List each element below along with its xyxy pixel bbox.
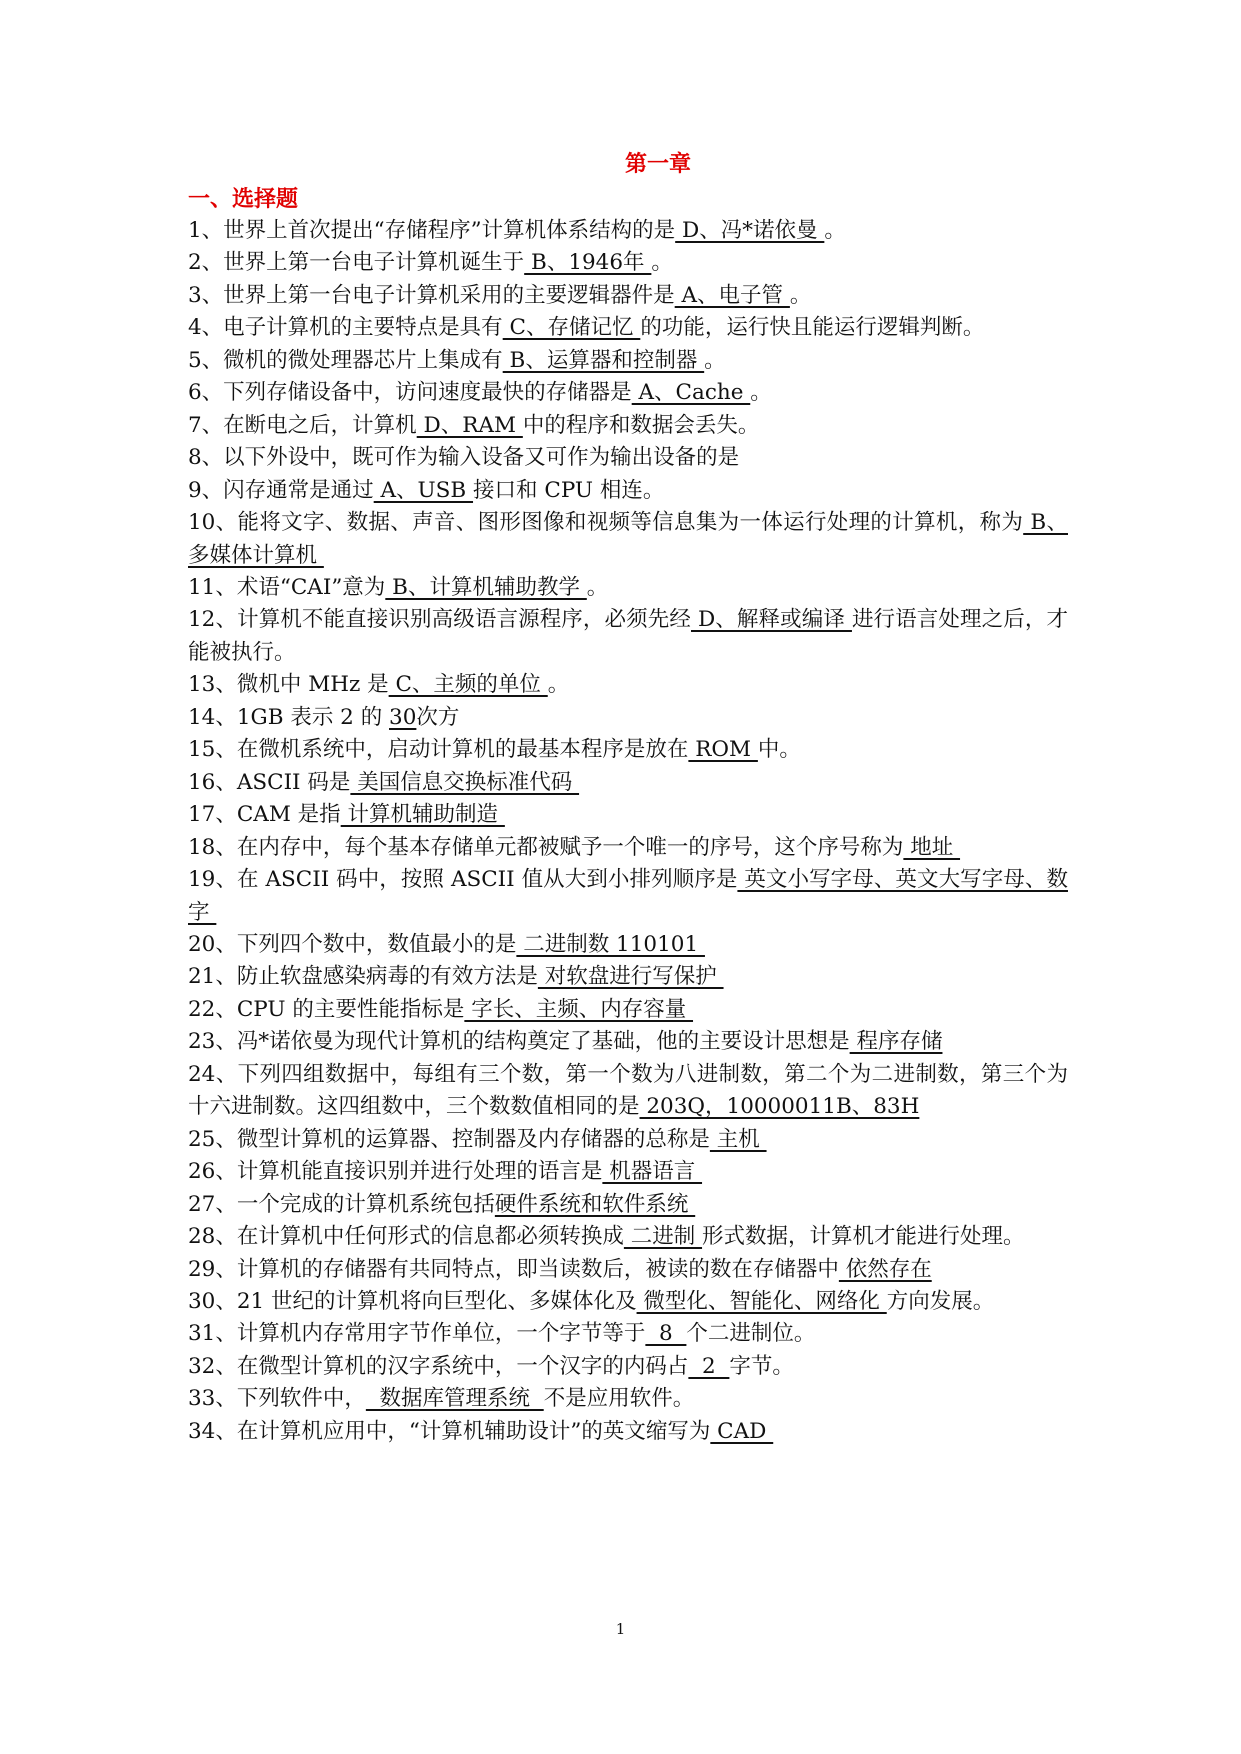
answer-blank: 对软盘进行写保护 bbox=[537, 964, 724, 990]
answer-blank: 8 bbox=[645, 1321, 687, 1347]
question-item bbox=[188, 1416, 1068, 1448]
question-item bbox=[188, 475, 1068, 507]
question-text: 23、冯*诺依曼为现代计算机的结构奠定了基础，他的主要设计思想是 bbox=[188, 1029, 850, 1055]
answer-blank: 字长、主频、内存容量 bbox=[464, 996, 694, 1022]
answer-blank: 硬件系统和软件系统 bbox=[494, 1191, 696, 1217]
answer-blank: 30 bbox=[389, 704, 417, 730]
question-text: 24、下列四组数据中，每组有三个数，第一个数为八进制数，第二个为二进制数，第三个为十六进制数。这四组数中，三个数数值相同的是 bbox=[188, 1061, 1068, 1120]
answer-blank: D、冯*诺依曼 bbox=[675, 218, 825, 243]
question-item bbox=[188, 1351, 1068, 1383]
answer-blank: B、1946年 bbox=[524, 250, 652, 276]
question-text: 8、以下外设中，既可作为输入设备又可作为输出设备的是 bbox=[188, 445, 740, 471]
question-item bbox=[188, 1318, 1068, 1350]
question-text-tail: 个二进制位。 bbox=[686, 1321, 816, 1347]
question-item bbox=[188, 864, 1068, 929]
question-item bbox=[188, 1383, 1068, 1415]
question-text: 13、微机中 MHz 是 bbox=[188, 672, 389, 698]
question-text: 18、在内存中，每个基本存储单元都被赋予一个唯一的序号，这个序号称为 bbox=[188, 834, 904, 860]
answer-blank: D、RAM bbox=[416, 412, 523, 438]
question-text-tail: 中的程序和数据会丢失。 bbox=[522, 412, 760, 438]
answer-blank: B、运算器和控制器 bbox=[502, 347, 705, 373]
question-item bbox=[188, 734, 1068, 766]
question-item bbox=[188, 961, 1068, 993]
question-text-tail: 。 bbox=[547, 672, 570, 698]
question-item bbox=[188, 994, 1068, 1026]
question-text-tail: 。 bbox=[789, 282, 812, 308]
answer-blank: A、Cache bbox=[631, 380, 751, 406]
question-text-tail: 进行语言处理之后，才能被执行。 bbox=[188, 607, 1068, 665]
question-text: 10、能将文字、数据、声音、图形图像和视频等信息集为一体运行处理的计算机，称为 bbox=[188, 510, 1024, 536]
question-text-tail: 。 bbox=[586, 574, 609, 600]
answer-blank: B、多媒体计算机 bbox=[188, 510, 1068, 568]
question-text: 2、世界上第一台电子计算机诞生于 bbox=[188, 250, 525, 276]
question-item bbox=[188, 247, 1068, 279]
question-text: 5、微机的微处理器芯片上集成有 bbox=[188, 347, 503, 373]
question-item bbox=[188, 604, 1068, 669]
question-text: 32、在微型计算机的汉字系统中，一个汉字的内码占 bbox=[188, 1353, 689, 1379]
question-text: 21、防止软盘感染病毒的有效方法是 bbox=[188, 964, 538, 990]
question-text: 34、在计算机应用中，“计算机辅助设计”的英文缩写为 bbox=[188, 1418, 711, 1444]
question-text-tail: 。 bbox=[824, 218, 846, 243]
section-title: 一、选择题 bbox=[188, 186, 299, 212]
question-text-tail: 的功能，运行快且能运行逻辑判断。 bbox=[640, 315, 985, 341]
question-text: 12、计算机不能直接识别高级语言源程序，必须先经 bbox=[188, 607, 691, 633]
question-text-tail: 字节。 bbox=[729, 1353, 794, 1379]
question-text: 33、下列软件中， bbox=[188, 1386, 366, 1412]
question-text-tail: 中。 bbox=[757, 737, 801, 763]
question-item bbox=[188, 669, 1068, 701]
question-text: 4、电子计算机的主要特点是具有 bbox=[188, 315, 503, 341]
question-text: 22、CPU 的主要性能指标是 bbox=[188, 996, 465, 1022]
question-item bbox=[188, 832, 1068, 864]
question-item bbox=[188, 1059, 1068, 1124]
answer-blank: D、解释或编译 bbox=[691, 607, 852, 633]
answer-blank: 2 bbox=[688, 1353, 730, 1379]
question-text: 1、世界上首次提出“存储程序”计算机体系结构的是 bbox=[188, 218, 676, 243]
question-text: 26、计算机能直接识别并进行处理的语言是 bbox=[188, 1159, 603, 1185]
question-item bbox=[188, 377, 1068, 409]
question-item bbox=[188, 572, 1068, 604]
answer-blank: 美国信息交换标准代码 bbox=[350, 769, 580, 795]
question-text: 7、在断电之后，计算机 bbox=[188, 412, 417, 438]
answer-blank: 数据库管理系统 bbox=[365, 1386, 544, 1412]
question-text: 15、在微机系统中，启动计算机的最基本程序是放在 bbox=[188, 737, 689, 763]
question-item bbox=[188, 929, 1068, 961]
answer-blank: CAD bbox=[710, 1418, 774, 1444]
question-text: 27、一个完成的计算机系统包括 bbox=[188, 1191, 495, 1217]
question-text: 20、下列四个数中，数值最小的是 bbox=[188, 931, 517, 957]
answer-blank: ROM bbox=[688, 737, 758, 763]
question-text-tail: 次方 bbox=[416, 704, 460, 730]
question-text: 25、微型计算机的运算器、控制器及内存储器的总称是 bbox=[188, 1126, 710, 1152]
answer-blank: 机器语言 bbox=[602, 1159, 703, 1185]
answer-blank: 二进制数 110101 bbox=[516, 931, 705, 957]
question-item bbox=[188, 702, 1068, 734]
question-text: 31、计算机内存常用字节作单位，一个字节等于 bbox=[188, 1321, 646, 1347]
question-list bbox=[188, 215, 1068, 1448]
answer-blank: 203Q，10000011B、83H bbox=[639, 1094, 920, 1120]
answer-blank: B、计算机辅助教学 bbox=[385, 574, 587, 600]
question-item bbox=[188, 507, 1068, 572]
question-text: 19、在 ASCII 码中，按照 ASCII 值从大到小排列顺序是 bbox=[188, 867, 738, 893]
question-text-tail: 。 bbox=[750, 380, 772, 406]
question-item bbox=[188, 1286, 1068, 1318]
answer-blank: A、USB bbox=[373, 477, 474, 503]
question-item bbox=[188, 1026, 1068, 1058]
question-item bbox=[188, 767, 1068, 799]
question-item bbox=[188, 312, 1068, 344]
answer-blank: 主机 bbox=[709, 1126, 767, 1152]
question-text: 17、CAM 是指 bbox=[188, 802, 341, 828]
answer-blank: 微型化、智能化、网络化 bbox=[636, 1288, 887, 1314]
answer-blank: 二进制 bbox=[623, 1224, 703, 1250]
question-text-tail: 形式数据，计算机才能进行处理。 bbox=[702, 1224, 1025, 1250]
chapter-title: 第一章 bbox=[624, 151, 691, 177]
question-text-tail: 接口和 CPU 相连。 bbox=[473, 477, 665, 503]
question-item bbox=[188, 1221, 1068, 1253]
page-number: 1 bbox=[615, 1620, 626, 1638]
question-text-tail: 不是应用软件。 bbox=[543, 1386, 695, 1412]
question-text: 28、在计算机中任何形式的信息都必须转换成 bbox=[188, 1224, 624, 1250]
question-text: 6、下列存储设备中，访问速度最快的存储器是 bbox=[188, 380, 632, 406]
question-item bbox=[188, 442, 1068, 474]
answer-blank: C、存储记忆 bbox=[502, 315, 641, 341]
page-content bbox=[188, 145, 1068, 1448]
answer-blank: A、电子管 bbox=[674, 282, 790, 308]
question-text: 16、ASCII 码是 bbox=[188, 769, 351, 795]
question-text: 3、世界上第一台电子计算机采用的主要逻辑器件是 bbox=[188, 282, 675, 308]
answer-blank: 依然存在 bbox=[838, 1256, 932, 1282]
question-text-tail: 。 bbox=[704, 347, 726, 373]
question-item bbox=[188, 1189, 1068, 1221]
question-text-tail: 。 bbox=[651, 250, 673, 276]
question-text: 29、计算机的存储器有共同特点，即当读数后，被读的数在存储器中 bbox=[188, 1256, 839, 1282]
question-text: 9、闪存通常是通过 bbox=[188, 477, 374, 503]
answer-blank: 计算机辅助制造 bbox=[340, 802, 505, 828]
question-item bbox=[188, 1156, 1068, 1188]
question-text: 30、21 世纪的计算机将向巨型化、多媒体化及 bbox=[188, 1288, 637, 1314]
question-item bbox=[188, 1124, 1068, 1156]
question-text-tail: 方向发展。 bbox=[886, 1288, 995, 1314]
answer-blank: 英文小写字母、英文大写字母、数字 bbox=[188, 867, 1068, 925]
question-text: 11、术语“CAI”意为 bbox=[188, 574, 386, 600]
question-item bbox=[188, 799, 1068, 831]
answer-blank: 程序存储 bbox=[849, 1029, 943, 1055]
answer-blank: C、主频的单位 bbox=[388, 672, 548, 698]
question-item bbox=[188, 280, 1068, 312]
question-item bbox=[188, 1254, 1068, 1286]
question-item bbox=[188, 410, 1068, 442]
question-text: 14、1GB 表示 2 的 bbox=[188, 704, 390, 730]
question-item bbox=[188, 345, 1068, 377]
question-item bbox=[188, 215, 1068, 247]
answer-blank: 地址 bbox=[903, 834, 961, 860]
